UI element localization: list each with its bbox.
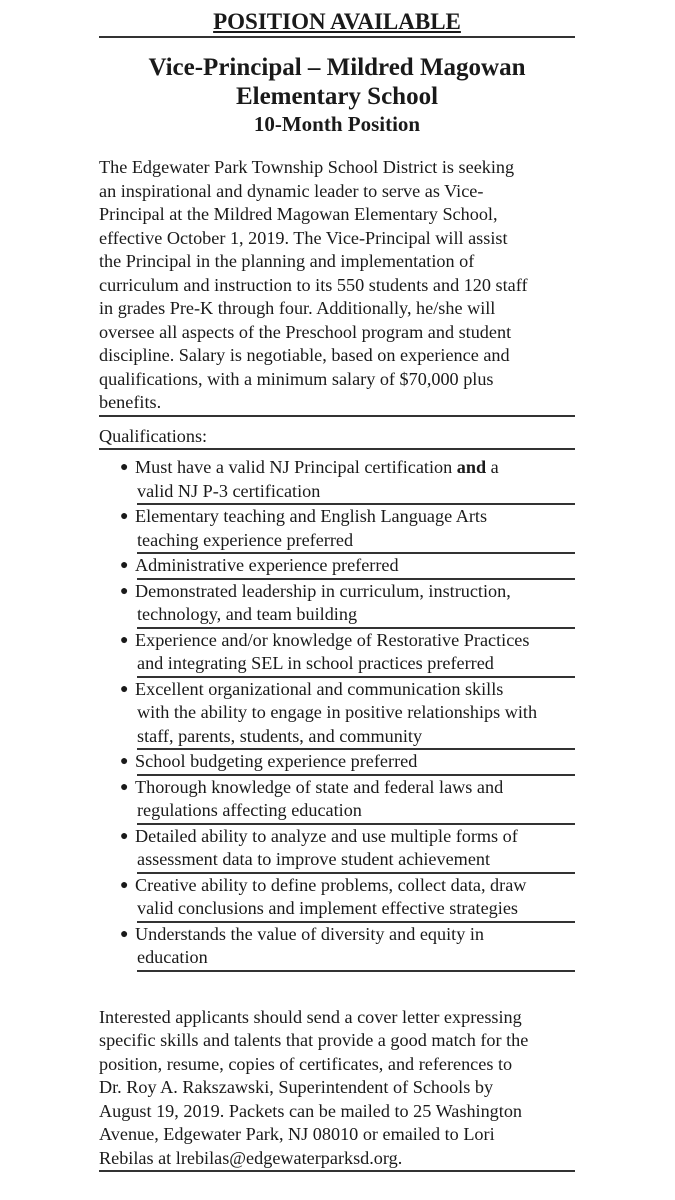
bullet-icon: ●	[120, 926, 129, 942]
qualifications-list	[99, 456, 575, 972]
job-title-line-1: Vice-Principal – Mildred Magowan	[148, 54, 526, 81]
qualification-first-line	[135, 825, 575, 849]
application-line: Interested applicants should send a cover letter expressing	[99, 1006, 522, 1027]
intro-line: effective October 1, 2019. The Vice-Principal will assist	[99, 227, 508, 248]
qualification-first-line	[135, 923, 575, 947]
bullet-icon: ●	[120, 632, 129, 648]
qualification-item	[120, 923, 575, 972]
qualification-text: School budgeting experience preferred	[135, 751, 418, 771]
qualification-item	[120, 874, 575, 923]
application-line: specific skills and talents that provide a good match for the	[99, 1030, 529, 1050]
intro-line: Principal at the Mildred Magowan Elementary School,	[99, 204, 498, 224]
qualification-first-line	[135, 629, 575, 653]
intro-paragraph	[99, 156, 575, 417]
application-line: August 19, 2019. Packets can be mailed to 25 Washington	[99, 1100, 523, 1121]
header-rule	[99, 36, 575, 38]
qualification-item	[120, 456, 575, 505]
application-line: Avenue, Edgewater Park, NJ 08010 or emailed to Lori	[99, 1124, 495, 1144]
intro-line: discipline. Salary is negotiable, based on experience and	[99, 345, 510, 365]
qualification-text: Must have a valid NJ Principal certification	[135, 457, 457, 477]
qualification-item	[120, 825, 575, 874]
qualification-continuation: teaching experience preferred	[137, 529, 354, 550]
qualification-text: Experience and/or knowledge of Restorative Practices	[135, 629, 530, 650]
qualifications-heading: Qualifications:	[99, 425, 575, 451]
intro-line: curriculum and instruction to its 550 students and 120 staff	[99, 274, 528, 295]
intro-line: in grades Pre-K through four. Additionally, he/she will	[99, 298, 496, 318]
intro-line: oversee all aspects of the Preschool program and student	[99, 321, 512, 342]
bullet-icon: ●	[120, 460, 129, 475]
qualification-continuation: valid NJ P-3 certification	[137, 480, 321, 501]
bullet-icon: ●	[120, 779, 129, 795]
job-title-line-2: Elementary School	[235, 83, 439, 110]
intro-line: qualifications, with a minimum salary of $70,000 plus	[99, 368, 494, 389]
qualification-first-line	[135, 554, 575, 578]
qualification-item	[120, 629, 575, 678]
intro-line: The Edgewater Park Township School District is seeking	[99, 157, 515, 177]
qualification-continuation: with the ability to engage in positive relationships with	[137, 702, 538, 722]
qualification-text: Administrative experience preferred	[135, 555, 399, 575]
qualification-item	[120, 750, 575, 776]
qualification-first-line	[135, 750, 575, 774]
bullet-icon: ●	[120, 558, 129, 573]
bullet-icon: ●	[120, 828, 129, 844]
qualification-continuation: staff, parents, students, and community	[137, 725, 423, 746]
bullet-icon: ●	[120, 583, 129, 599]
qualification-text: a	[486, 457, 499, 477]
qualification-item	[120, 505, 575, 554]
bullet-icon: ●	[120, 681, 129, 697]
qualification-first-line	[135, 776, 575, 800]
qualification-continuation: valid conclusions and implement effective strategies	[137, 898, 518, 918]
job-posting	[99, 0, 575, 1172]
qualification-emphasis: and	[456, 457, 487, 477]
qualification-continuation: and integrating SEL in school practices preferred	[137, 653, 494, 673]
qualification-continuation: assessment data to improve student achievement	[137, 849, 491, 869]
qualification-text: Thorough knowledge of state and federal laws and	[135, 776, 504, 797]
application-paragraph	[99, 1006, 575, 1173]
bullet-icon: ●	[120, 509, 129, 524]
qualification-first-line	[135, 678, 575, 702]
qualification-continuation: technology, and team building	[137, 604, 358, 624]
intro-line: an inspirational and dynamic leader to serve as Vice-	[99, 180, 484, 201]
intro-line: the Principal in the planning and implementation of	[99, 251, 475, 271]
qualification-item	[120, 554, 575, 580]
bullet-icon: ●	[120, 754, 129, 769]
qualification-text: Detailed ability to analyze and use multiple forms of	[135, 825, 518, 846]
application-line: Rebilas at lrebilas@edgewaterparksd.org.	[99, 1147, 403, 1168]
application-line: Dr. Roy A. Rakszawski, Superintendent of Schools by	[99, 1077, 494, 1097]
position-available-banner: POSITION AVAILABLE	[213, 9, 461, 34]
intro-line: benefits.	[99, 392, 162, 412]
qualification-text: Understands the value of diversity and equity in	[135, 923, 485, 944]
application-line: position, resume, copies of certificates, and references to	[99, 1053, 513, 1074]
qualification-first-line	[135, 874, 575, 898]
job-subtitle: 10-Month Position	[253, 112, 421, 136]
qualification-item	[120, 776, 575, 825]
bullet-icon: ●	[120, 877, 129, 893]
qualification-text: Excellent organizational and communication skills	[135, 678, 504, 699]
qualification-first-line	[135, 580, 575, 604]
qualification-item	[120, 678, 575, 751]
qualification-continuation: education	[137, 947, 208, 967]
qualification-continuation: regulations affecting education	[137, 800, 362, 820]
qualification-first-line	[135, 505, 575, 529]
qualification-text: Creative ability to define problems, collect data, draw	[135, 874, 527, 895]
qualification-first-line	[135, 456, 575, 480]
qualification-item	[120, 580, 575, 629]
job-title-block	[99, 53, 575, 137]
qualification-text: Elementary teaching and English Language Arts	[135, 506, 488, 526]
qualification-text: Demonstrated leadership in curriculum, instruction,	[135, 580, 511, 601]
